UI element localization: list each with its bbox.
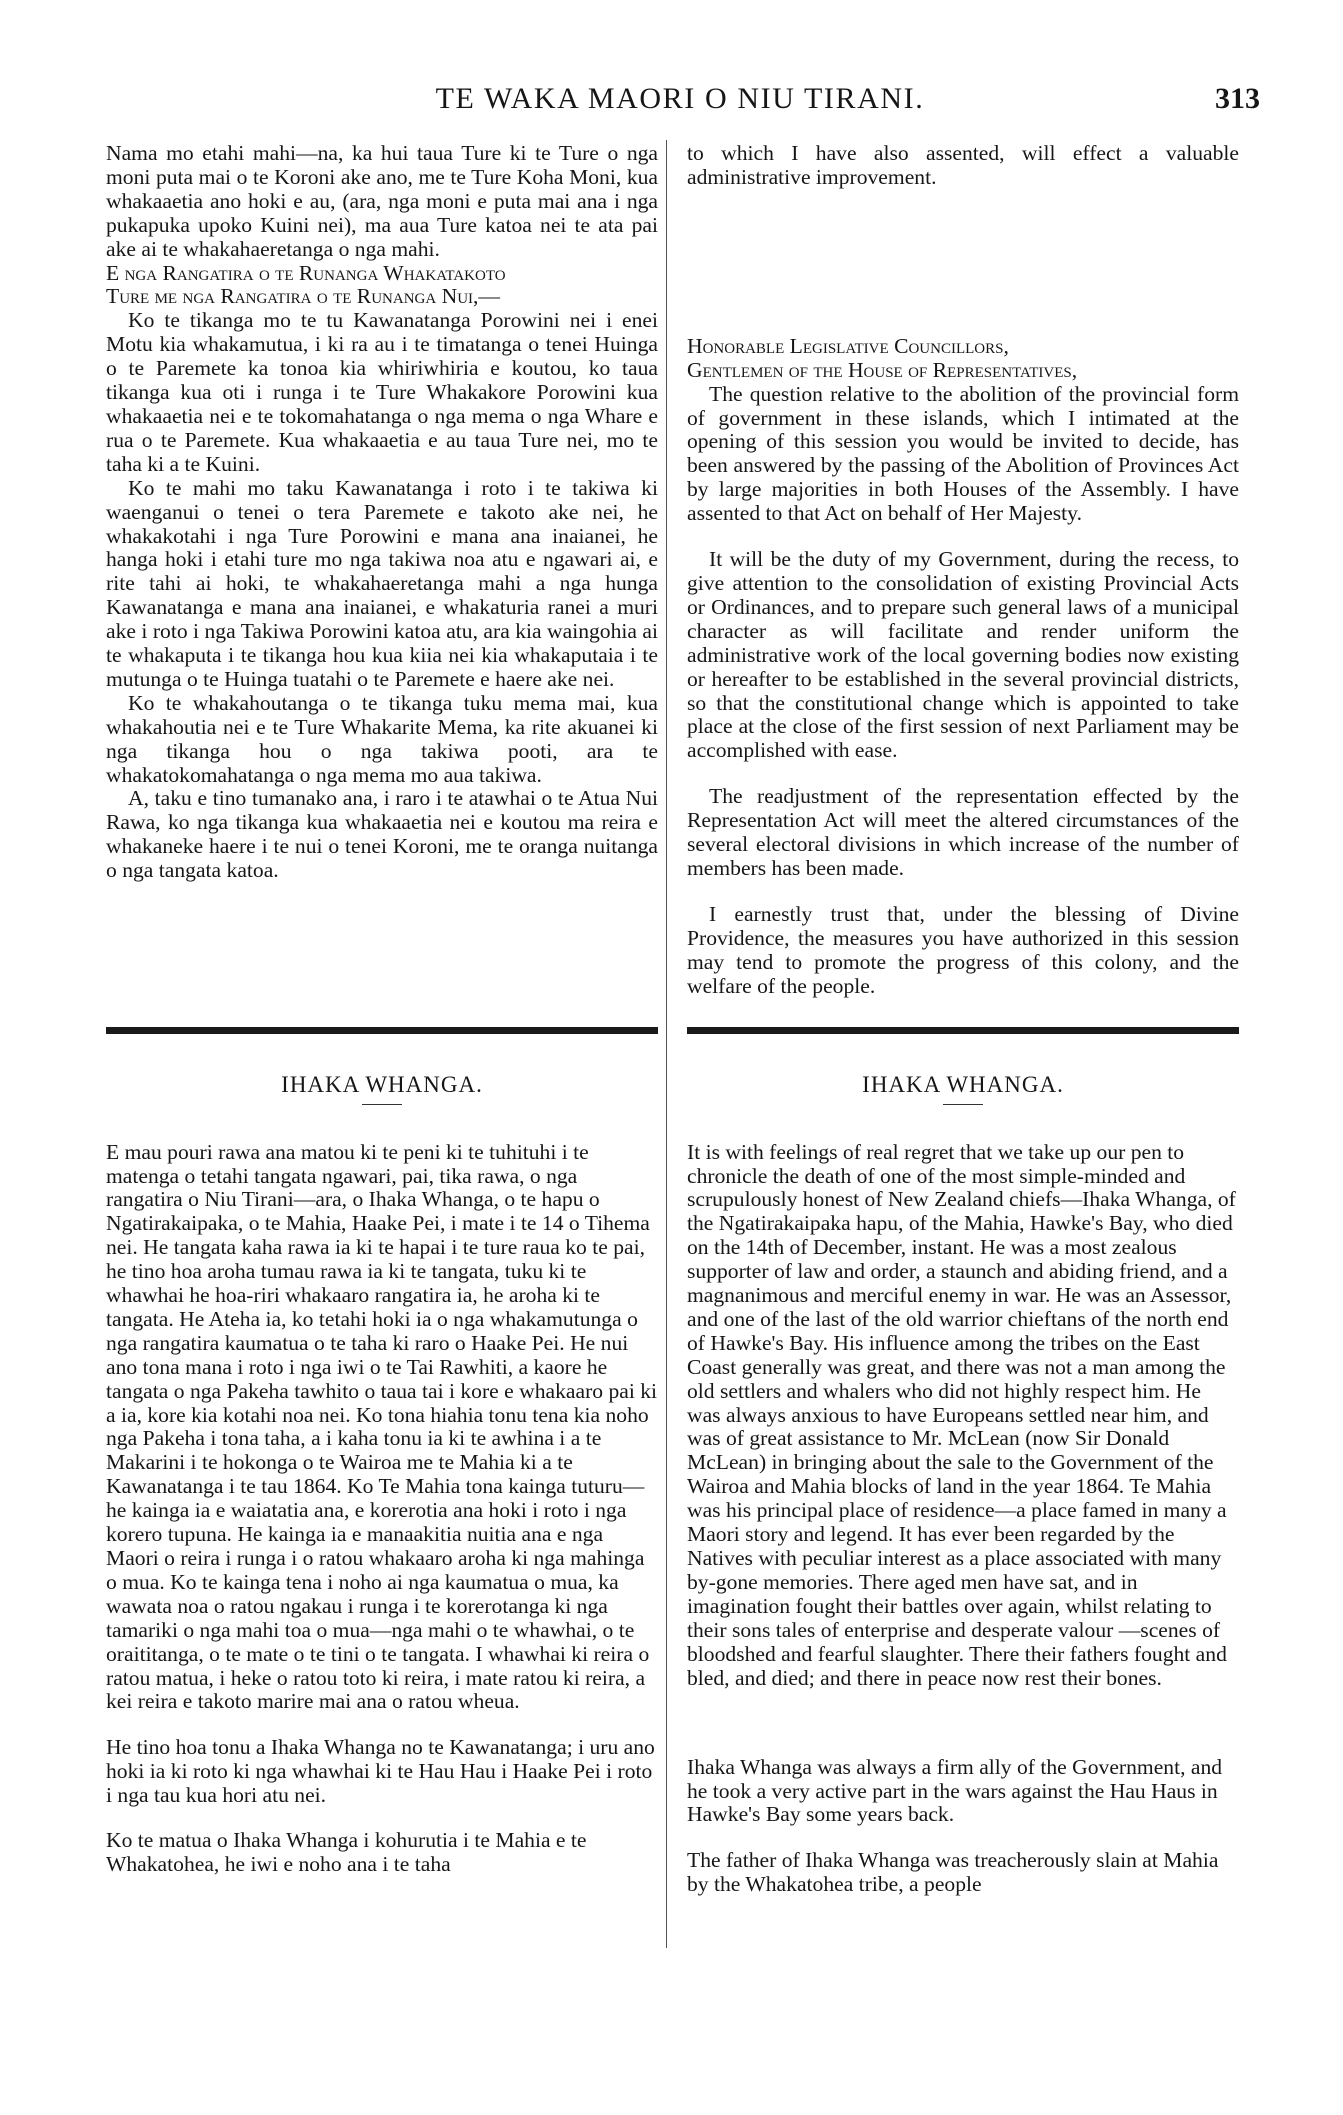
section-rule	[687, 1027, 1239, 1034]
paragraph: to which I have also assented, will effect a valuable administrative improvement.	[687, 141, 1239, 189]
paragraph: Ko te whakahoutanga o te tikanga tuku mema mai, kua whakahoutia nei e te Ture Whakarite Mema, ka rite akuanei ki nga tikanga hou o nga takiwa pooti, ara te whakatokomahatanga o nga mema mo aua takiwa.	[106, 690, 658, 787]
paragraph: I earnestly trust that, under the blessing of Divine Providence, the measures you have authorized in this session may tend to promote the progress of this colony, and the welfare of the people.	[687, 901, 1239, 998]
paragraph: Ko te matua o Ihaka Whanga i kohurutia i te Mahia e te Whakatohea, he iwi e noho ana i te taha	[106, 1828, 587, 1877]
paragraph: It will be the duty of my Government, during the recess, to give attention to the consolidation of existing Provincial Acts or Ordinances, and to prepare such general laws of a municipal character as will facilitate and render uniform the administrative work of the local governing bodies now existing or hereafter to be established in the several provincial districts, so that the constitutional change which is appointed to take place at the close of the first session of next Parliament may be accomplished with ease.	[687, 547, 1239, 763]
page-number: 313	[1215, 82, 1260, 115]
paragraph: Nama mo etahi mahi—na, ka hui taua Ture ki te Ture o nga moni puta mai o te Koroni ake ano, me te Ture Koha Moni, kua whakaaetia ano hoki e au, (ara, nga moni e puta mai ana i nga pukapuka upoko Kuini nei), ma aua Ture katoa nei te ata pai ake ai te whakahaeretanga o nga mahi.	[106, 141, 658, 261]
english-address-column	[687, 142, 1239, 998]
address-heading: Gentlemen of the House of Representatives,	[687, 357, 1078, 382]
paragraph: Ko te tikanga mo te tu Kawanatanga Porowini nei i enei Motu kia whakamutua, i ki ra au i te timatanga o tenei Huinga o te Paremete ka tonoa kia whiriwhiria e koutou, ko taua tikanga kua oti i runga i te Ture Whakakore Porowini kua whakaaetia nei e te tokomahatanga o nga mema o nga Whare e rua o te Paremete. Kua whakaaetia e au taua Ture nei, mo te taha ki a te Kuini.	[106, 308, 658, 476]
paragraph: Ihaka Whanga was always a firm ally of the Government, and he took a very active part in the wars against the Hau Haus in Hawke's Bay some years back.	[687, 1754, 1223, 1827]
paragraph: It is with feelings of real regret that we take up our pen to chronicle the death of one of the most simple-minded and scrupulously honest of New Zealand chiefs—Ihaka Whanga, of the Ngatirakaipaka hapu, of the Mahia, Hawke's Bay, who died on the 14th of December, instant. He was a most zealous supporter of law and order, a staunch and abiding friend, and a magnanimous and merciful enemy in war. He was an Assessor, and one of the last of the old warrior chieftans of the north end of Hawke's Bay. His influence among the tribes on the East Coast generally was great, and there was not a man among the old settlers and whalers who did not highly respect him. He was always anxious to have Europeans settled near him, and was of great assistance to Mr. McLean (now Sir Donald McLean) in bringing about the sale to the Government of the Wairoa and Mahia blocks of land in the year 1864. Te Mahia was his principal place of residence—a place famed in many a Maori story and legend. It has ever been regarded by the Natives with peculiar interest as a place associated with many by-gone memories. There aged men have sat, and in imagination fought their battles over again, whilst relating to their sons tales of enterprise and desperate valour —scenes of bloodshed and fearful slaughter. There their fathers fought and bled, and died; and there in peace now rest their bones.	[687, 1139, 1236, 1690]
english-obituary-column	[687, 1119, 1239, 1918]
paragraph: E mau pouri rawa ana matou ki te peni ki te tuhituhi i te matenga o tetahi tangata ngawari, pai, tika rawa, o nga rangatira o Niu Tirani—ara, o Ihaka Whanga, o te hapu o Ngatirakaipaka, o te Mahia, Haake Pei, i mate i te 14 o Tihema nei. He tangata kaha rawa ia ki te hapai i te ture raua ko te pai, he tino hoa aroha tumau rawa ia ki te tangata, tuku ki te whawhai he hoa-riri whakaaro rangatira ia, he aroha ki te tangata. He Ateha ia, ko tetahi hoki ia o nga whakamutunga o nga rangatira kaumatua o te taha ki raro o Haake Pei. He nui ano tona mana i roto i nga iwi o te Tai Rawhiti, a kaore he tangata o nga Pakeha tawhito o taua tai i kore e whakaaro pai ki a ia, kore kia kotahi noa nei. Ko tona hiahia tonu tena kia noho nga Pakeha i tona taha, a i kaha tonu ia ki te awhina i a te Makarini i te hokonga o te Wairoa me te Mahia ki a te Kawanatanga i te tau 1864. Ko Te Mahia tona kainga tuturu—he kainga ia e waiatatia ana, e korerotia ana hoki i roto i nga korero tupuna. He kainga ia e manaakitia nuitia ana e nga Maori o reira i runga i o ratou whakaaro aroha ki nga mahinga o mua. Ko te kainga tena i noho ai nga kaumatua o mua, ka wawata noa o ratou ngakau i runga i te korerotanga ki nga tamariki o nga mahi toa o mua—nga mahi o te whawhai, o te oraititanga, o te mate o te tini o te tangata. I whawhai ki reira o ratou matua, i heke o ratou toto ki reira, i mate ratou ki reira, a kei reira e takoto marire mai ana o ratou wheua.	[106, 1139, 658, 1714]
address-heading: Honorable Legislative Councillors,	[687, 333, 1009, 358]
paragraph: The question relative to the abolition of the provincial form of government in these islands, which I intimated at the opening of this session you would be invited to decide, has been answered by the passing of the Abolition of Provinces Act by large majorities in both Houses of the Assembly. I have assented to that Act on behalf of Her Majesty.	[687, 381, 1239, 526]
paragraph: Ko te mahi mo taku Kawanatanga i roto i te takiwa ki waenganui o tenei o tera Paremete e takoto ake nei, he whakakotahi i nga Ture Porowini e mana ana inaianei, he hanga hoki i etahi ture mo nga takiwa noa atu e ngawari ai, e rite tahi ai hoki, te whakahaeretanga mahi a nga hunga Kawanatanga e mana ana inaianei, e whakaturia ranei a muri ake i roto i nga Takiwa Porowini katoa atu, ara kia waingohia ai te whakaputa i te tikanga hou kua kiia nei kia whakaputaia i te mutunga o te Huinga tuatahi o te Paremete e haere ake nei.	[106, 475, 658, 691]
maori-address-column	[106, 142, 658, 883]
page-header	[100, 82, 1260, 122]
maori-obituary-column	[106, 1119, 658, 1899]
newspaper-title: TE WAKA MAORI O NIU TIRANI.	[435, 82, 925, 115]
paragraph: A, taku e tino tumanako ana, i raro i te atawhai o te Atua Nui Rawa, ko nga tikanga kua whakaaetia nei e koutou ma reira e whakaneke haere i te nui o tenei Koroni, me te oranga nuitanga o nga tangata katoa.	[106, 786, 658, 883]
section-rule	[106, 1027, 658, 1034]
address-heading: E nga Rangatira o te Runanga Whakatakoto	[106, 260, 506, 285]
paragraph: The readjustment of the representation effected by the Representation Act will meet the altered circumstances of the several electoral divisions in which increase of the number of members has been made.	[687, 784, 1239, 880]
article-title: IHAKA WHANGA.	[687, 1072, 1239, 1105]
article-title: IHAKA WHANGA.	[106, 1072, 658, 1105]
address-heading: Ture me nga Rangatira o te Runanga Nui,—	[106, 284, 501, 309]
paragraph: The father of Ihaka Whanga was treacherously slain at Mahia by the Whakatohea tribe, a people	[687, 1847, 1219, 1896]
column-divider	[666, 140, 667, 1948]
paragraph: He tino hoa tonu a Ihaka Whanga no te Kawanatanga; i uru ano hoki ia ki roto ki nga whawhai ki te Hau Hau i Haake Pei i roto i nga tau kua hori atu nei.	[106, 1734, 655, 1807]
